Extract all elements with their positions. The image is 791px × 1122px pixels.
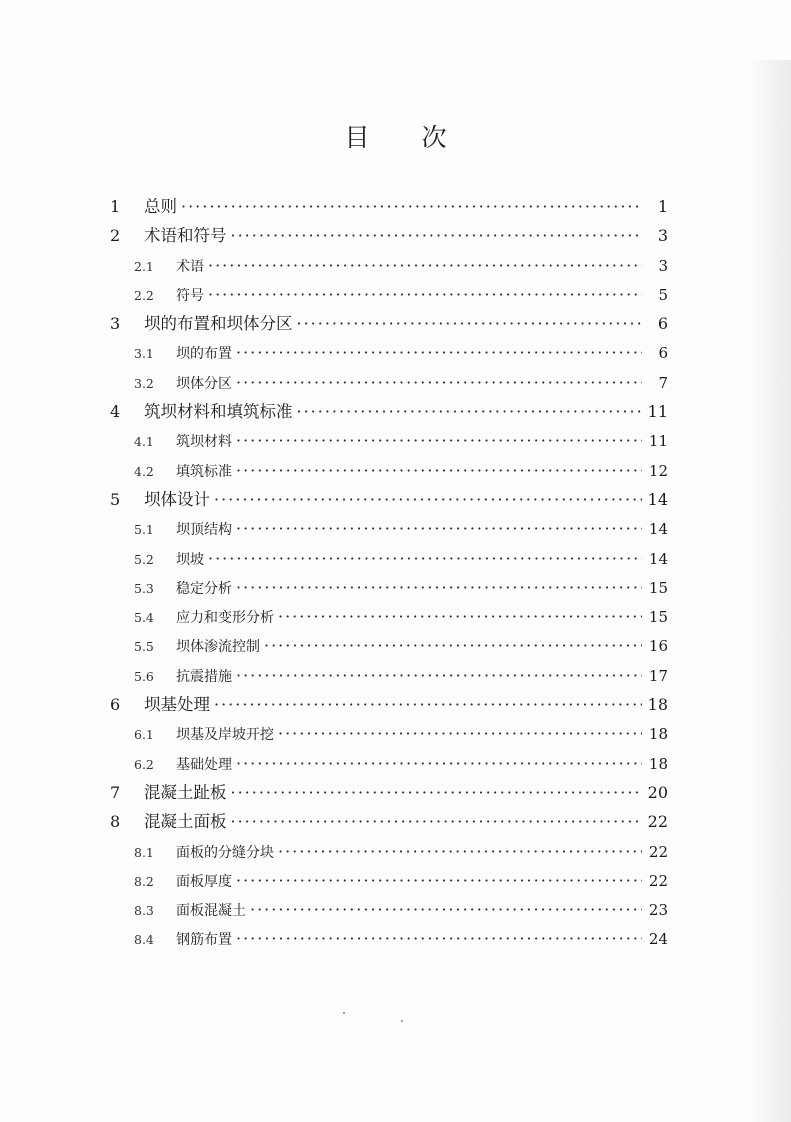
toc-entry-label: 坝的布置 — [176, 346, 232, 363]
toc-entry-label: 稳定分析 — [176, 580, 232, 597]
toc-chapter-entry[interactable] — [110, 778, 668, 807]
page-title — [0, 118, 791, 154]
toc-leader-dots — [236, 924, 642, 953]
toc-entry-number: 6.1 — [134, 727, 154, 743]
toc-leader-dots — [297, 309, 643, 338]
toc-chapter-entry[interactable] — [110, 690, 668, 719]
toc-section-entry[interactable] — [110, 866, 668, 895]
toc-entry-page-number: 18 — [648, 754, 668, 773]
toc-section-entry[interactable] — [110, 368, 668, 397]
toc-entry-label: 筑坝材料 — [176, 434, 232, 451]
toc-leader-dots — [278, 719, 642, 748]
toc-entry-page-number: 6 — [658, 344, 668, 363]
toc-entry-page-number: 18 — [648, 725, 668, 744]
toc-section-entry[interactable] — [110, 749, 668, 778]
toc-entry-label: 坝的布置和坝体分区 — [144, 314, 293, 334]
toc-entry-number: 8.4 — [134, 932, 154, 948]
toc-entry-page-number: 3 — [658, 256, 668, 275]
toc-entry-number: 8.2 — [134, 873, 154, 889]
toc-entry-page-number: 1 — [657, 197, 668, 216]
toc-entry-label: 总则 — [144, 197, 177, 216]
toc-entry-label: 筑坝材料和填筑标准 — [144, 402, 293, 422]
toc-section-entry[interactable] — [110, 719, 668, 748]
toc-leader-dots — [236, 426, 642, 455]
toc-entry-label: 混凝土趾板 — [144, 782, 227, 802]
toc-section-entry[interactable] — [110, 837, 668, 866]
toc-entry-number: 5.1 — [134, 522, 154, 538]
toc-entry-label: 面板的分缝分块 — [176, 844, 274, 861]
toc-leader-dots — [264, 631, 642, 660]
toc-leader-dots — [297, 397, 643, 426]
toc-leader-dots — [278, 602, 642, 631]
toc-entry-label: 应力和变形分析 — [176, 610, 274, 627]
toc-leader-dots — [208, 251, 642, 280]
toc-section-entry[interactable] — [110, 456, 668, 485]
toc-entry-number: 2.1 — [134, 258, 154, 274]
toc-entry-label: 坝体分区 — [176, 375, 232, 392]
table-of-contents — [110, 192, 668, 954]
toc-entry-number: 4 — [110, 402, 121, 422]
toc-leader-dots — [214, 485, 642, 514]
toc-entry-number: 5.5 — [134, 639, 154, 655]
toc-section-entry[interactable] — [110, 251, 668, 280]
toc-leader-dots — [278, 837, 642, 866]
toc-entry-page-number: 5 — [658, 285, 668, 304]
toc-section-entry[interactable] — [110, 573, 668, 602]
toc-chapter-entry[interactable] — [110, 192, 668, 221]
toc-leader-dots — [231, 778, 643, 807]
toc-entry-label: 混凝土面板 — [144, 812, 227, 832]
toc-entry-page-number: 23 — [648, 901, 668, 920]
toc-leader-dots — [236, 368, 642, 397]
toc-entry-page-number: 12 — [648, 461, 668, 480]
toc-leader-dots — [236, 573, 642, 602]
toc-chapter-entry[interactable] — [110, 397, 668, 426]
toc-leader-dots — [231, 807, 643, 836]
toc-entry-label: 符号 — [176, 287, 204, 304]
toc-entry-label: 面板混凝土 — [176, 903, 246, 920]
toc-section-entry[interactable] — [110, 631, 668, 660]
toc-chapter-entry[interactable] — [110, 485, 668, 514]
toc-entry-number: 6 — [110, 695, 121, 715]
toc-entry-number: 2.2 — [134, 287, 154, 303]
toc-entry-label: 坝体渗流控制 — [176, 639, 260, 656]
toc-leader-dots — [236, 456, 642, 485]
toc-leader-dots — [236, 749, 642, 778]
toc-leader-dots — [208, 544, 642, 573]
toc-entry-number: 3 — [110, 314, 121, 334]
toc-entry-page-number: 14 — [647, 489, 668, 509]
toc-entry-label: 抗震措施 — [176, 668, 232, 685]
toc-entry-page-number: 11 — [648, 432, 668, 451]
toc-entry-label: 坝顶结构 — [176, 522, 232, 539]
toc-section-entry[interactable] — [110, 338, 668, 367]
toc-leader-dots — [250, 895, 642, 924]
toc-entry-page-number: 22 — [648, 871, 668, 890]
toc-entry-number: 5.4 — [134, 610, 154, 626]
toc-leader-dots — [231, 221, 643, 250]
toc-entry-page-number: 15 — [648, 578, 668, 597]
toc-entry-label: 钢筋布置 — [176, 932, 232, 949]
toc-section-entry[interactable] — [110, 895, 668, 924]
toc-entry-number: 4.1 — [134, 434, 154, 450]
toc-entry-label: 填筑标准 — [176, 463, 232, 480]
toc-section-entry[interactable] — [110, 514, 668, 543]
toc-entry-number: 8.1 — [134, 844, 154, 860]
toc-entry-page-number: 20 — [647, 782, 668, 802]
toc-entry-page-number: 17 — [648, 666, 668, 685]
toc-entry-page-number: 6 — [657, 314, 668, 334]
toc-entry-number: 5 — [110, 489, 121, 509]
toc-entry-page-number: 15 — [648, 608, 668, 627]
toc-section-entry[interactable] — [110, 924, 668, 953]
scan-speck — [343, 1012, 345, 1014]
scan-edge-shadow — [745, 60, 791, 1122]
toc-entry-number: 2 — [110, 226, 121, 246]
toc-entry-page-number: 14 — [648, 520, 668, 539]
toc-entry-number: 4.2 — [134, 463, 154, 479]
toc-entry-label: 基础处理 — [176, 756, 232, 773]
toc-leader-dots — [236, 866, 642, 895]
toc-entry-page-number: 3 — [657, 226, 668, 246]
toc-leader-dots — [181, 192, 642, 221]
toc-entry-number: 3.2 — [134, 375, 154, 391]
toc-entry-label: 面板厚度 — [176, 873, 232, 890]
toc-entry-page-number: 16 — [648, 637, 668, 656]
title-char-left: 目 — [344, 123, 370, 152]
toc-entry-page-number: 11 — [647, 402, 668, 422]
toc-section-entry[interactable] — [110, 544, 668, 573]
toc-section-entry[interactable] — [110, 661, 668, 690]
toc-leader-dots — [236, 338, 642, 367]
toc-entry-label: 术语 — [176, 258, 204, 275]
title-char-right: 次 — [421, 123, 447, 152]
toc-entry-number: 5.6 — [134, 668, 154, 684]
toc-entry-number: 8 — [110, 812, 121, 832]
toc-chapter-entry[interactable] — [110, 309, 668, 338]
toc-chapter-entry[interactable] — [110, 807, 668, 836]
toc-entry-number: 8.3 — [134, 903, 154, 919]
toc-entry-label: 坝坡 — [176, 551, 204, 568]
toc-entry-label: 坝基处理 — [144, 695, 210, 715]
toc-entry-page-number: 7 — [658, 373, 668, 392]
toc-entry-label: 坝基及岸坡开挖 — [176, 727, 274, 744]
toc-entry-number: 1 — [110, 197, 121, 216]
toc-entry-number: 7 — [110, 782, 121, 802]
toc-entry-label: 坝体设计 — [144, 489, 210, 509]
toc-entry-label: 术语和符号 — [144, 226, 227, 246]
toc-entry-number: 5.2 — [134, 551, 154, 567]
toc-leader-dots — [236, 661, 642, 690]
toc-entry-number: 6.2 — [134, 756, 154, 772]
scan-speck — [401, 1020, 403, 1022]
toc-entry-page-number: 18 — [647, 695, 668, 715]
toc-chapter-entry[interactable] — [110, 221, 668, 250]
toc-entry-number: 5.3 — [134, 580, 154, 596]
toc-leader-dots — [214, 690, 642, 719]
toc-entry-page-number: 22 — [647, 812, 668, 832]
toc-entry-page-number: 22 — [648, 842, 668, 861]
toc-entry-number: 3.1 — [134, 346, 154, 362]
toc-entry-page-number: 24 — [648, 930, 668, 949]
toc-leader-dots — [236, 514, 642, 543]
toc-entry-page-number: 14 — [648, 549, 668, 568]
toc-leader-dots — [208, 280, 642, 309]
toc-section-entry[interactable] — [110, 602, 668, 631]
toc-section-entry[interactable] — [110, 426, 668, 455]
toc-section-entry[interactable] — [110, 280, 668, 309]
